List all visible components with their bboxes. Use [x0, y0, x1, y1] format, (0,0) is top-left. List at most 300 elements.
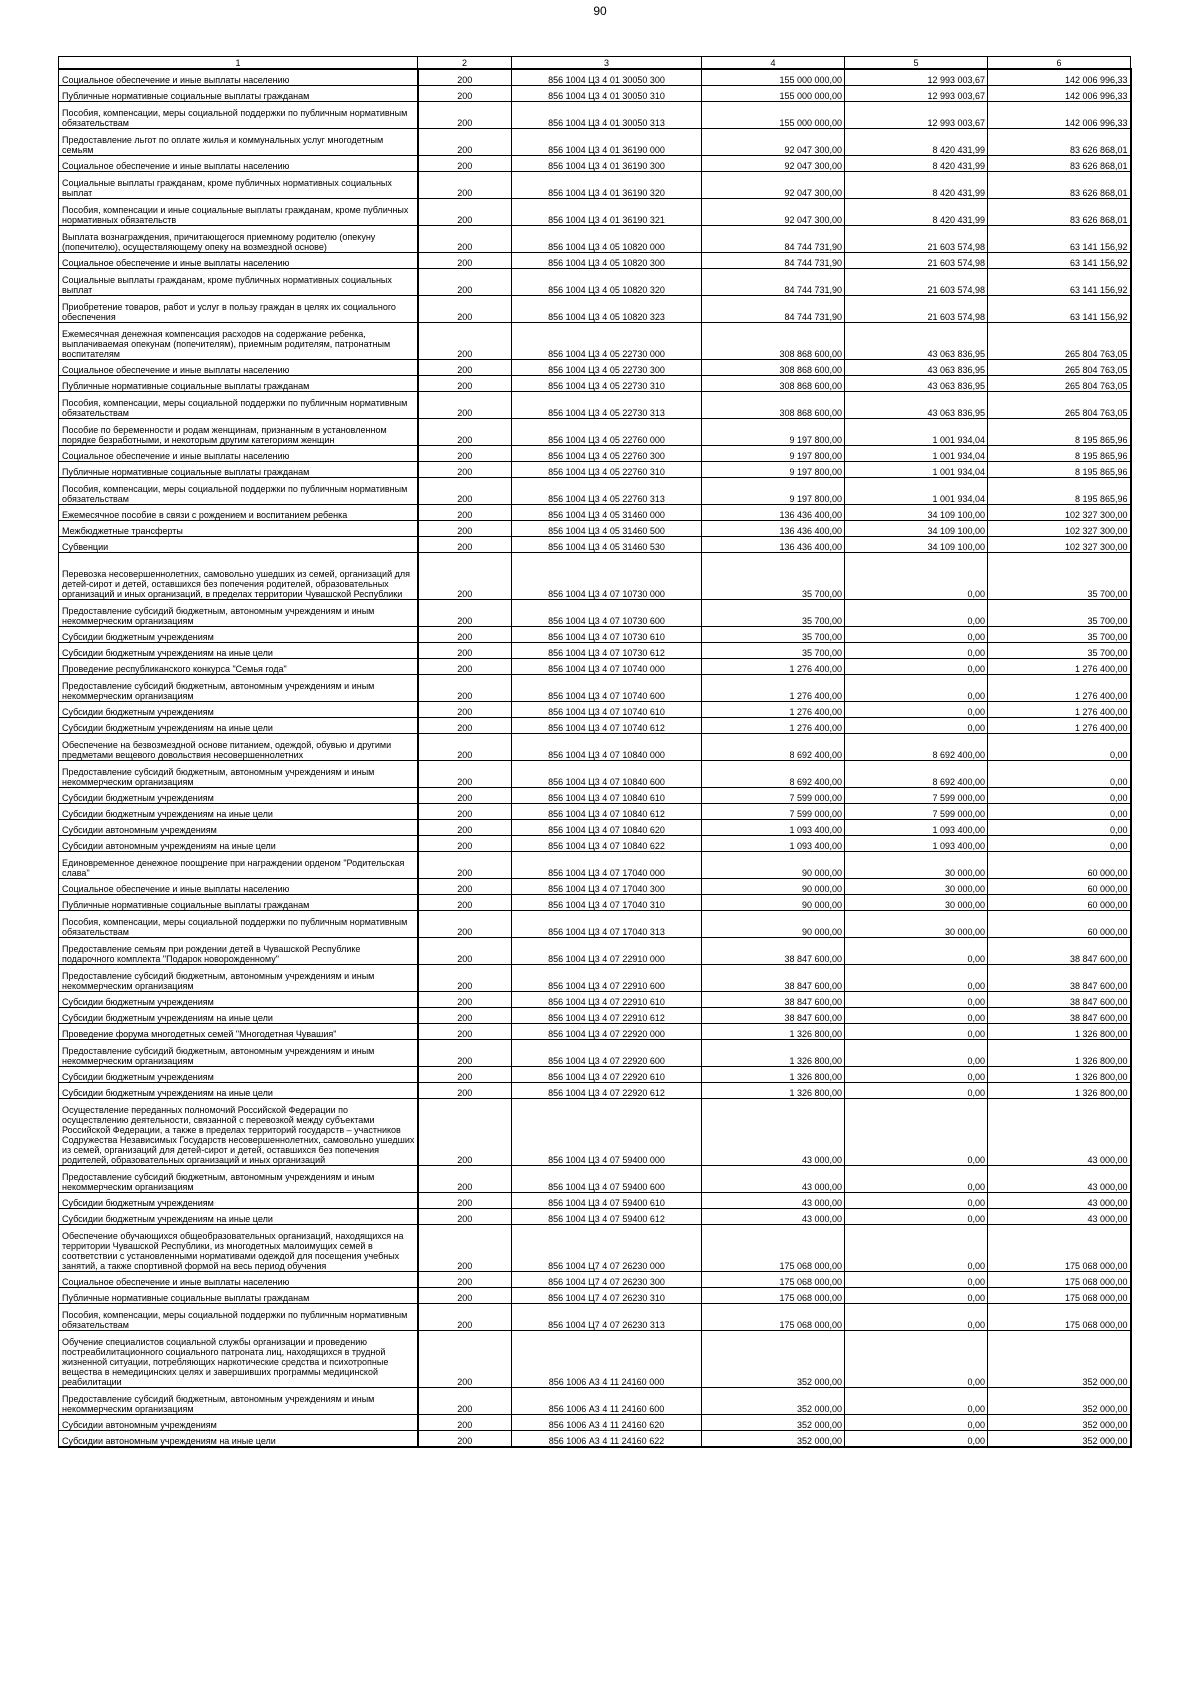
- table-row: [59, 761, 1131, 788]
- budget-table: [58, 56, 1132, 1448]
- row-code: 200: [418, 836, 512, 852]
- row-done: 0,00: [845, 965, 988, 992]
- row-done: 0,00: [845, 1388, 988, 1415]
- row-done: 21 603 574,98: [845, 269, 988, 296]
- table-row: [59, 1431, 1131, 1448]
- row-rest: 63 141 156,92: [988, 269, 1131, 296]
- row-rest: 60 000,00: [988, 895, 1131, 911]
- row-kbk: 856 1004 Ц3 4 07 22920 610: [512, 1067, 702, 1083]
- row-rest: 265 804 763,05: [988, 323, 1131, 360]
- row-code: 200: [418, 1415, 512, 1431]
- table-row: [59, 1083, 1131, 1099]
- row-kbk: 856 1004 Ц3 4 07 10840 612: [512, 804, 702, 820]
- row-rest: 38 847 600,00: [988, 1008, 1131, 1024]
- row-plan: 175 068 000,00: [702, 1288, 845, 1304]
- row-done: 0,00: [845, 627, 988, 643]
- row-name: Субсидии бюджетным учреждениям: [59, 1193, 418, 1209]
- row-name: Предоставление льгот по оплате жилья и коммунальных услуг многодетным семьям: [59, 129, 418, 156]
- table-row: [59, 911, 1131, 938]
- row-done: 12 993 003,67: [845, 102, 988, 129]
- row-done: 8 692 400,00: [845, 761, 988, 788]
- row-name: Публичные нормативные социальные выплаты гражданам: [59, 1288, 418, 1304]
- row-kbk: 856 1004 Ц3 4 07 10740 610: [512, 702, 702, 718]
- row-kbk: 856 1004 Ц3 4 07 17040 000: [512, 852, 702, 879]
- row-rest: 63 141 156,92: [988, 253, 1131, 269]
- row-done: 1 001 934,04: [845, 419, 988, 446]
- row-done: 12 993 003,67: [845, 69, 988, 86]
- row-kbk: 856 1004 Ц3 4 01 36190 320: [512, 172, 702, 199]
- row-rest: 1 276 400,00: [988, 675, 1131, 702]
- row-code: 200: [418, 702, 512, 718]
- row-name: Субсидии бюджетным учреждениям на иные цели: [59, 643, 418, 659]
- row-done: 0,00: [845, 992, 988, 1008]
- row-done: 8 692 400,00: [845, 734, 988, 761]
- row-name: Субсидии автономным учреждениям: [59, 1415, 418, 1431]
- row-code: 200: [418, 156, 512, 172]
- row-rest: 352 000,00: [988, 1431, 1131, 1448]
- row-code: 200: [418, 1008, 512, 1024]
- row-done: 1 001 934,04: [845, 478, 988, 505]
- table-row: [59, 537, 1131, 553]
- row-name: Проведение форума многодетных семей "Многодетная Чувашия": [59, 1024, 418, 1040]
- row-kbk: 856 1004 Ц3 4 07 59400 600: [512, 1166, 702, 1193]
- row-plan: 38 847 600,00: [702, 938, 845, 965]
- row-name: Предоставление субсидий бюджетным, автономным учреждениям и иным некоммерческим организациям: [59, 675, 418, 702]
- row-rest: 1 326 800,00: [988, 1083, 1131, 1099]
- row-done: 34 109 100,00: [845, 521, 988, 537]
- row-kbk: 856 1004 Ц3 4 07 17040 300: [512, 879, 702, 895]
- table-row: [59, 156, 1131, 172]
- row-rest: 43 000,00: [988, 1209, 1131, 1225]
- table-row: [59, 172, 1131, 199]
- table-row: [59, 1415, 1131, 1431]
- row-kbk: 856 1004 Ц3 4 07 22910 600: [512, 965, 702, 992]
- row-kbk: 856 1004 Ц3 4 07 10840 000: [512, 734, 702, 761]
- row-plan: 90 000,00: [702, 911, 845, 938]
- row-rest: 63 141 156,92: [988, 296, 1131, 323]
- row-rest: 83 626 868,01: [988, 156, 1131, 172]
- row-kbk: 856 1004 Ц3 4 05 31460 530: [512, 537, 702, 553]
- row-plan: 84 744 731,90: [702, 226, 845, 253]
- row-name: Социальное обеспечение и иные выплаты населению: [59, 360, 418, 376]
- row-plan: 175 068 000,00: [702, 1304, 845, 1331]
- table-row: [59, 1024, 1131, 1040]
- row-code: 200: [418, 521, 512, 537]
- row-rest: 0,00: [988, 761, 1131, 788]
- row-rest: 38 847 600,00: [988, 965, 1131, 992]
- row-rest: 1 326 800,00: [988, 1024, 1131, 1040]
- row-rest: 142 006 996,33: [988, 69, 1131, 86]
- row-code: 200: [418, 1388, 512, 1415]
- row-done: 43 063 836,95: [845, 392, 988, 419]
- row-name: Субвенции: [59, 537, 418, 553]
- row-name: Предоставление семьям при рождении детей в Чувашской Республике подарочного комплекта "Подарок новорожденному": [59, 938, 418, 965]
- row-kbk: 856 1004 Ц3 4 01 36190 300: [512, 156, 702, 172]
- row-done: 0,00: [845, 675, 988, 702]
- column-header-5: 5: [845, 57, 988, 70]
- row-plan: 308 868 600,00: [702, 360, 845, 376]
- row-rest: 175 068 000,00: [988, 1288, 1131, 1304]
- row-kbk: 856 1004 Ц3 4 07 10740 612: [512, 718, 702, 734]
- row-rest: 43 000,00: [988, 1166, 1131, 1193]
- table-row: [59, 600, 1131, 627]
- row-kbk: 856 1004 Ц3 4 05 10820 000: [512, 226, 702, 253]
- table-row: [59, 1272, 1131, 1288]
- row-done: 0,00: [845, 1024, 988, 1040]
- row-done: 0,00: [845, 1008, 988, 1024]
- row-plan: 1 276 400,00: [702, 718, 845, 734]
- row-name: Предоставление субсидий бюджетным, автономным учреждениям и иным некоммерческим организациям: [59, 1040, 418, 1067]
- row-kbk: 856 1004 Ц3 4 05 22760 300: [512, 446, 702, 462]
- row-code: 200: [418, 1193, 512, 1209]
- table-row: [59, 129, 1131, 156]
- row-rest: 352 000,00: [988, 1388, 1131, 1415]
- row-name: Предоставление субсидий бюджетным, автономным учреждениям и иным некоммерческим организациям: [59, 1166, 418, 1193]
- row-code: 200: [418, 462, 512, 478]
- row-plan: 352 000,00: [702, 1415, 845, 1431]
- row-done: 1 093 400,00: [845, 820, 988, 836]
- table-row: [59, 1193, 1131, 1209]
- row-code: 200: [418, 1288, 512, 1304]
- row-kbk: 856 1004 Ц3 4 07 10740 000: [512, 659, 702, 675]
- table-row: [59, 675, 1131, 702]
- row-plan: 7 599 000,00: [702, 804, 845, 820]
- row-kbk: 856 1004 Ц3 4 07 10840 622: [512, 836, 702, 852]
- row-kbk: 856 1006 А3 4 11 24160 000: [512, 1331, 702, 1388]
- row-rest: 8 195 865,96: [988, 462, 1131, 478]
- row-kbk: 856 1004 Ц3 4 05 22730 300: [512, 360, 702, 376]
- row-plan: 90 000,00: [702, 895, 845, 911]
- row-name: Обучение специалистов социальной службы организации и проведению постреабилитационного социального патроната лиц, находящихся в трудной жизненной ситуации, потребляющих наркотические средства и психотропные вещества в немедицинских целях и завершивших программы медицинской реабилитации: [59, 1331, 418, 1388]
- row-name: Социальное обеспечение и иные выплаты населению: [59, 879, 418, 895]
- row-done: 0,00: [845, 1288, 988, 1304]
- row-kbk: 856 1004 Ц3 4 07 10730 610: [512, 627, 702, 643]
- row-done: 0,00: [845, 1083, 988, 1099]
- row-name: Социальное обеспечение и иные выплаты населению: [59, 253, 418, 269]
- row-rest: 63 141 156,92: [988, 226, 1131, 253]
- row-rest: 102 327 300,00: [988, 521, 1131, 537]
- row-kbk: 856 1004 Ц3 4 07 10840 600: [512, 761, 702, 788]
- row-code: 200: [418, 965, 512, 992]
- row-name: Социальные выплаты гражданам, кроме публичных нормативных социальных выплат: [59, 172, 418, 199]
- row-rest: 60 000,00: [988, 911, 1131, 938]
- row-name: Пособия, компенсации, меры социальной поддержки по публичным нормативным обязательствам: [59, 102, 418, 129]
- row-code: 200: [418, 553, 512, 600]
- row-code: 200: [418, 992, 512, 1008]
- row-rest: 0,00: [988, 820, 1131, 836]
- row-plan: 1 276 400,00: [702, 659, 845, 675]
- row-plan: 8 692 400,00: [702, 761, 845, 788]
- table-row: [59, 376, 1131, 392]
- row-plan: 1 326 800,00: [702, 1083, 845, 1099]
- row-kbk: 856 1004 Ц3 4 05 22730 000: [512, 323, 702, 360]
- row-code: 200: [418, 1166, 512, 1193]
- row-rest: 35 700,00: [988, 643, 1131, 659]
- row-done: 30 000,00: [845, 895, 988, 911]
- table-row: [59, 852, 1131, 879]
- row-kbk: 856 1004 Ц3 4 07 10840 620: [512, 820, 702, 836]
- row-plan: 43 000,00: [702, 1099, 845, 1166]
- table-row: [59, 836, 1131, 852]
- row-rest: 83 626 868,01: [988, 199, 1131, 226]
- row-plan: 9 197 800,00: [702, 446, 845, 462]
- row-name: Обеспечение обучающихся общеобразовательных организаций, находящихся на территории Чувашской Республики, из многодетных малоимущих семей в соответствии с установленными нормативами одеждой для посещения учебных занятий, а также спортивной формой на весь период обучения: [59, 1225, 418, 1272]
- row-code: 200: [418, 505, 512, 521]
- table-row: [59, 253, 1131, 269]
- row-rest: 60 000,00: [988, 879, 1131, 895]
- row-kbk: 856 1004 Ц3 4 01 36190 321: [512, 199, 702, 226]
- table-row: [59, 296, 1131, 323]
- row-name: Субсидии автономным учреждениям на иные цели: [59, 1431, 418, 1448]
- row-name: Предоставление субсидий бюджетным, автономным учреждениям и иным некоммерческим организациям: [59, 761, 418, 788]
- row-name: Субсидии бюджетным учреждениям на иные цели: [59, 1008, 418, 1024]
- row-code: 200: [418, 895, 512, 911]
- row-kbk: 856 1004 Ц7 4 07 26230 300: [512, 1272, 702, 1288]
- row-kbk: 856 1004 Ц3 4 05 10820 320: [512, 269, 702, 296]
- row-plan: 175 068 000,00: [702, 1225, 845, 1272]
- table-row: [59, 462, 1131, 478]
- row-plan: 155 000 000,00: [702, 86, 845, 102]
- row-rest: 175 068 000,00: [988, 1225, 1131, 1272]
- row-kbk: 856 1004 Ц3 4 07 22910 612: [512, 1008, 702, 1024]
- row-plan: 136 436 400,00: [702, 521, 845, 537]
- row-plan: 35 700,00: [702, 553, 845, 600]
- row-code: 200: [418, 360, 512, 376]
- row-plan: 38 847 600,00: [702, 965, 845, 992]
- table-row: [59, 879, 1131, 895]
- row-done: 8 420 431,99: [845, 156, 988, 172]
- row-code: 200: [418, 446, 512, 462]
- row-kbk: 856 1004 Ц3 4 07 22920 000: [512, 1024, 702, 1040]
- row-plan: 35 700,00: [702, 643, 845, 659]
- row-kbk: 856 1004 Ц3 4 01 36190 000: [512, 129, 702, 156]
- table-row: [59, 938, 1131, 965]
- row-done: 0,00: [845, 643, 988, 659]
- row-done: 34 109 100,00: [845, 537, 988, 553]
- row-kbk: 856 1004 Ц3 4 05 22730 313: [512, 392, 702, 419]
- row-name: Пособие по беременности и родам женщинам, признанным в установленном порядке безработными, и некоторым другим категориям женщин: [59, 419, 418, 446]
- row-rest: 142 006 996,33: [988, 86, 1131, 102]
- row-name: Субсидии бюджетным учреждениям на иные цели: [59, 1083, 418, 1099]
- row-kbk: 856 1004 Ц3 4 01 30050 310: [512, 86, 702, 102]
- table-row: [59, 1388, 1131, 1415]
- row-rest: 0,00: [988, 788, 1131, 804]
- row-plan: 92 047 300,00: [702, 199, 845, 226]
- row-code: 200: [418, 627, 512, 643]
- row-rest: 102 327 300,00: [988, 537, 1131, 553]
- table-row: [59, 69, 1131, 86]
- row-rest: 43 000,00: [988, 1099, 1131, 1166]
- row-name: Публичные нормативные социальные выплаты гражданам: [59, 376, 418, 392]
- row-code: 200: [418, 172, 512, 199]
- row-code: 200: [418, 1024, 512, 1040]
- row-plan: 1 326 800,00: [702, 1024, 845, 1040]
- row-plan: 35 700,00: [702, 627, 845, 643]
- column-header-2: 2: [418, 57, 512, 70]
- row-done: 0,00: [845, 1272, 988, 1288]
- row-done: 0,00: [845, 718, 988, 734]
- row-plan: 352 000,00: [702, 1388, 845, 1415]
- row-kbk: 856 1004 Ц3 4 01 30050 300: [512, 69, 702, 86]
- column-header-1: 1: [59, 57, 418, 70]
- row-rest: 43 000,00: [988, 1193, 1131, 1209]
- table-row: [59, 199, 1131, 226]
- row-code: 200: [418, 478, 512, 505]
- row-name: Межбюджетные трансферты: [59, 521, 418, 537]
- row-done: 0,00: [845, 1193, 988, 1209]
- row-plan: 155 000 000,00: [702, 102, 845, 129]
- row-done: 0,00: [845, 1431, 988, 1448]
- row-done: 0,00: [845, 1304, 988, 1331]
- row-name: Социальные выплаты гражданам, кроме публичных нормативных социальных выплат: [59, 269, 418, 296]
- row-done: 34 109 100,00: [845, 505, 988, 521]
- row-code: 200: [418, 879, 512, 895]
- row-kbk: 856 1004 Ц3 4 07 10840 610: [512, 788, 702, 804]
- row-done: 0,00: [845, 1040, 988, 1067]
- row-done: 0,00: [845, 1166, 988, 1193]
- table-row: [59, 1040, 1131, 1067]
- row-kbk: 856 1006 А3 4 11 24160 600: [512, 1388, 702, 1415]
- table-row: [59, 627, 1131, 643]
- row-done: 1 093 400,00: [845, 836, 988, 852]
- row-done: 0,00: [845, 553, 988, 600]
- row-plan: 1 093 400,00: [702, 836, 845, 852]
- table-row: [59, 360, 1131, 376]
- row-done: 0,00: [845, 1067, 988, 1083]
- row-name: Публичные нормативные социальные выплаты гражданам: [59, 86, 418, 102]
- table-row: [59, 734, 1131, 761]
- row-kbk: 856 1004 Ц3 4 07 22920 612: [512, 1083, 702, 1099]
- row-name: Единовременное денежное поощрение при награждении орденом "Родительская слава": [59, 852, 418, 879]
- table-row: [59, 419, 1131, 446]
- row-name: Пособия, компенсации, меры социальной поддержки по публичным нормативным обязательствам: [59, 478, 418, 505]
- table-row: [59, 323, 1131, 360]
- table-header-row: [59, 57, 1131, 70]
- table-row: [59, 505, 1131, 521]
- row-plan: 1 326 800,00: [702, 1067, 845, 1083]
- row-code: 200: [418, 718, 512, 734]
- row-plan: 136 436 400,00: [702, 505, 845, 521]
- row-name: Субсидии бюджетным учреждениям на иные цели: [59, 804, 418, 820]
- table-row: [59, 895, 1131, 911]
- row-done: 0,00: [845, 659, 988, 675]
- row-kbk: 856 1004 Ц3 4 07 59400 612: [512, 1209, 702, 1225]
- row-plan: 308 868 600,00: [702, 323, 845, 360]
- row-plan: 308 868 600,00: [702, 392, 845, 419]
- row-rest: 83 626 868,01: [988, 129, 1131, 156]
- row-done: 30 000,00: [845, 852, 988, 879]
- row-kbk: 856 1006 А3 4 11 24160 622: [512, 1431, 702, 1448]
- row-code: 200: [418, 269, 512, 296]
- row-kbk: 856 1004 Ц3 4 05 22760 310: [512, 462, 702, 478]
- row-done: 12 993 003,67: [845, 86, 988, 102]
- table-row: [59, 992, 1131, 1008]
- row-kbk: 856 1006 А3 4 11 24160 620: [512, 1415, 702, 1431]
- row-code: 200: [418, 911, 512, 938]
- row-kbk: 856 1004 Ц3 4 07 59400 610: [512, 1193, 702, 1209]
- row-plan: 7 599 000,00: [702, 788, 845, 804]
- table-row: [59, 1099, 1131, 1166]
- row-rest: 60 000,00: [988, 852, 1131, 879]
- table-row: [59, 392, 1131, 419]
- table-row: [59, 1067, 1131, 1083]
- row-done: 30 000,00: [845, 911, 988, 938]
- row-plan: 352 000,00: [702, 1431, 845, 1448]
- row-plan: 155 000 000,00: [702, 69, 845, 86]
- row-rest: 175 068 000,00: [988, 1304, 1131, 1331]
- row-plan: 43 000,00: [702, 1209, 845, 1225]
- row-plan: 136 436 400,00: [702, 537, 845, 553]
- table-body: [59, 69, 1131, 1447]
- row-kbk: 856 1004 Ц3 4 05 31460 500: [512, 521, 702, 537]
- row-code: 200: [418, 820, 512, 836]
- table-row: [59, 804, 1131, 820]
- row-name: Социальное обеспечение и иные выплаты населению: [59, 446, 418, 462]
- row-name: Проведение республиканского конкурса "Семья года": [59, 659, 418, 675]
- row-rest: 38 847 600,00: [988, 992, 1131, 1008]
- row-code: 200: [418, 1225, 512, 1272]
- row-kbk: 856 1004 Ц3 4 05 31460 000: [512, 505, 702, 521]
- row-rest: 1 326 800,00: [988, 1040, 1131, 1067]
- row-code: 200: [418, 788, 512, 804]
- row-code: 200: [418, 675, 512, 702]
- column-header-3: 3: [512, 57, 702, 70]
- row-done: 7 599 000,00: [845, 788, 988, 804]
- row-plan: 9 197 800,00: [702, 478, 845, 505]
- row-code: 200: [418, 1067, 512, 1083]
- row-done: 1 001 934,04: [845, 462, 988, 478]
- row-plan: 9 197 800,00: [702, 462, 845, 478]
- row-kbk: 856 1004 Ц3 4 05 10820 300: [512, 253, 702, 269]
- table-row: [59, 702, 1131, 718]
- row-rest: 265 804 763,05: [988, 376, 1131, 392]
- table-row: [59, 102, 1131, 129]
- table-row: [59, 1304, 1131, 1331]
- row-done: 0,00: [845, 938, 988, 965]
- row-plan: 43 000,00: [702, 1166, 845, 1193]
- row-plan: 175 068 000,00: [702, 1272, 845, 1288]
- table-row: [59, 86, 1131, 102]
- row-plan: 308 868 600,00: [702, 376, 845, 392]
- row-rest: 1 276 400,00: [988, 659, 1131, 675]
- row-name: Публичные нормативные социальные выплаты гражданам: [59, 462, 418, 478]
- row-kbk: 856 1004 Ц3 4 05 22760 000: [512, 419, 702, 446]
- row-done: 8 420 431,99: [845, 199, 988, 226]
- row-code: 200: [418, 1431, 512, 1448]
- row-rest: 1 326 800,00: [988, 1067, 1131, 1083]
- row-rest: 35 700,00: [988, 553, 1131, 600]
- row-code: 200: [418, 86, 512, 102]
- table-row: [59, 643, 1131, 659]
- row-name: Пособия, компенсации, меры социальной поддержки по публичным нормативным обязательствам: [59, 911, 418, 938]
- row-kbk: 856 1004 Ц3 4 07 17040 313: [512, 911, 702, 938]
- row-plan: 38 847 600,00: [702, 1008, 845, 1024]
- row-rest: 0,00: [988, 836, 1131, 852]
- row-code: 200: [418, 226, 512, 253]
- row-rest: 0,00: [988, 734, 1131, 761]
- row-done: 43 063 836,95: [845, 323, 988, 360]
- row-plan: 84 744 731,90: [702, 269, 845, 296]
- table-row: [59, 1166, 1131, 1193]
- row-kbk: 856 1004 Ц3 4 01 30050 313: [512, 102, 702, 129]
- row-rest: 35 700,00: [988, 627, 1131, 643]
- row-code: 200: [418, 323, 512, 360]
- row-name: Субсидии бюджетным учреждениям: [59, 992, 418, 1008]
- row-rest: 1 276 400,00: [988, 702, 1131, 718]
- row-name: Осуществление переданных полномочий Российской Федерации по осуществлению деятельности, связанной с перевозкой между субъектами Российской Федерации, а также в пределах территорий государств – участников Содружества Независимых Государств несовершеннолетних, самовольно ушедших из семей, организаций для детей-сирот и детей, оставшихся без попечения родителей, образовательных организаций и иных организаций: [59, 1099, 418, 1166]
- row-name: Субсидии бюджетным учреждениям на иные цели: [59, 718, 418, 734]
- row-plan: 1 276 400,00: [702, 675, 845, 702]
